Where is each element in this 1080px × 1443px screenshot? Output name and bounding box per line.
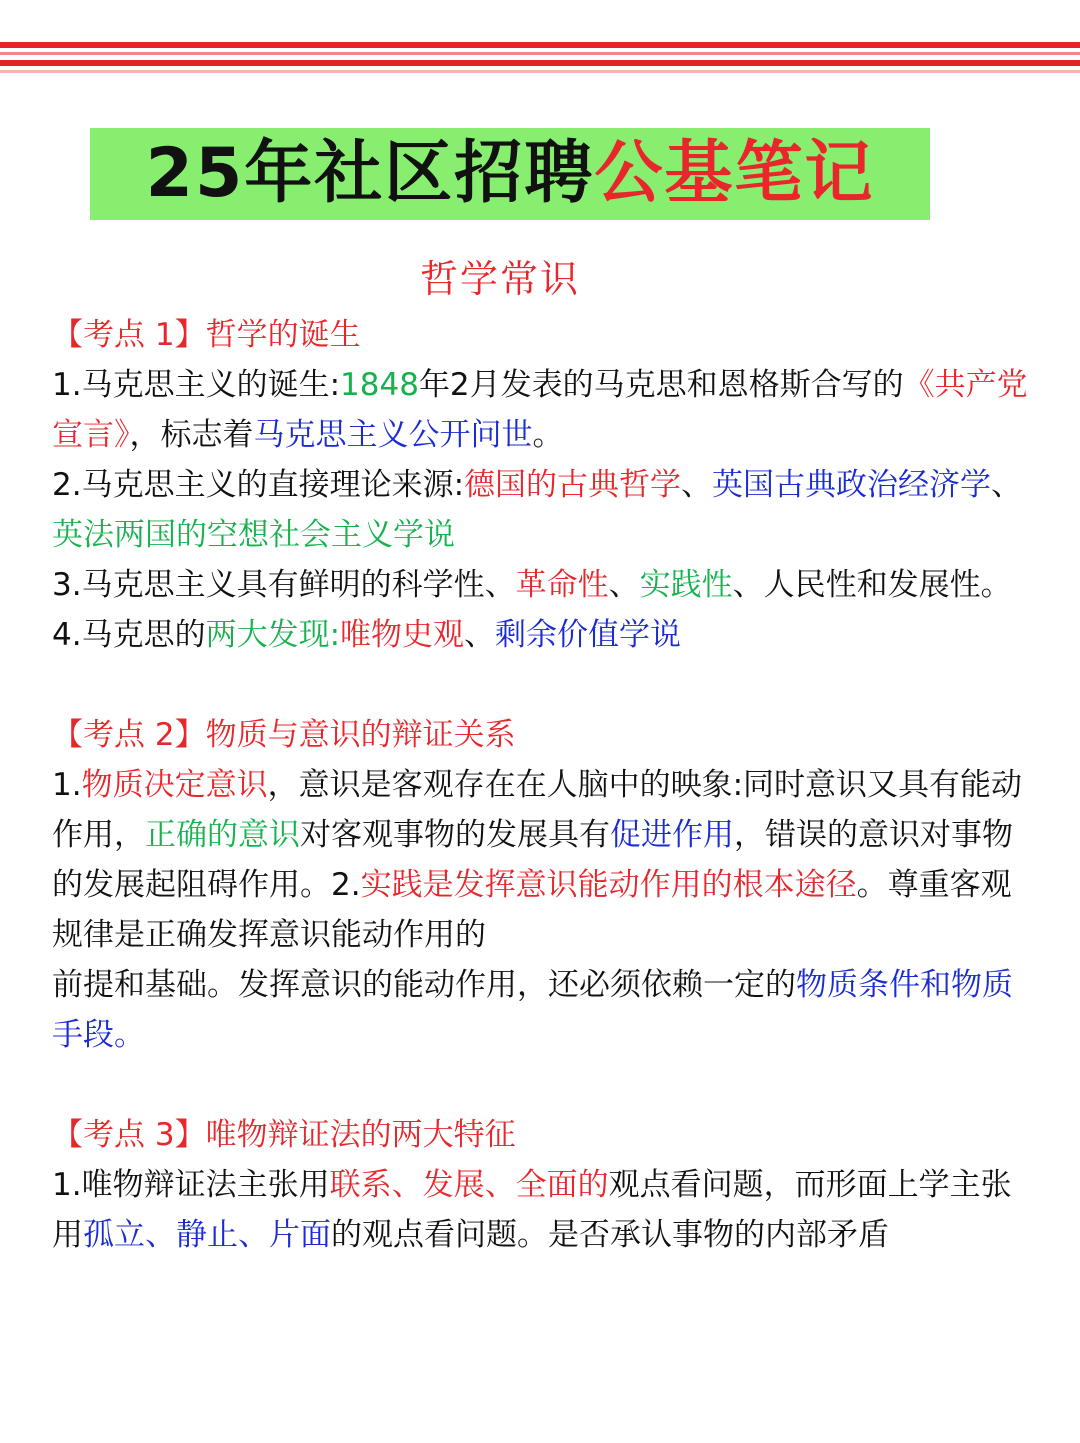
section-heading: 【考点 3】唯物辩证法的两大特征 xyxy=(52,1117,516,1153)
note-paragraph xyxy=(52,460,1032,560)
body-text: 、 xyxy=(991,467,1023,503)
section-1 xyxy=(52,310,1032,660)
highlight-text: 《共产党宣言》 xyxy=(52,367,1028,453)
highlight-text: 孤立、静止、片面 xyxy=(83,1217,331,1253)
stripe xyxy=(0,52,1080,55)
body-text: 前提和基础。发挥意识的能动作用，还必须依赖一定的 xyxy=(52,967,796,1003)
highlight-text: 唯物史观 xyxy=(340,617,465,653)
title-black-part: 25年社区招聘 xyxy=(145,134,595,213)
highlight-text: 英国古典政治经济学 xyxy=(712,467,992,503)
section-heading: 【考点 1】哲学的诞生 xyxy=(52,317,361,353)
note-paragraph xyxy=(52,760,1032,960)
title-red-part: 公基笔记 xyxy=(594,134,875,213)
highlight-text: 联系、发展、全面的 xyxy=(329,1167,609,1203)
section-3 xyxy=(52,1110,1032,1260)
note-paragraph xyxy=(52,960,1032,1060)
body-text: 2.马克思主义的直接理论来源: xyxy=(52,467,465,503)
highlight-text: 两大发现: xyxy=(205,617,341,653)
body-text: 、人民性和发展性。 xyxy=(732,567,1012,603)
body-text: 观点看问题，而形面上学主张用 xyxy=(52,1167,1012,1253)
note-paragraph xyxy=(52,610,1032,660)
body-text: 。 xyxy=(532,417,564,453)
highlight-text: 实践性 xyxy=(639,567,733,603)
top-decorative-stripes xyxy=(0,0,1080,80)
highlight-text: 剩余价值学说 xyxy=(495,617,682,653)
note-paragraph xyxy=(52,560,1032,610)
section-heading: 【考点 2】物质与意识的辩证关系 xyxy=(52,717,516,753)
highlight-text: 实践是发挥意识能动作用的根本途径 xyxy=(360,867,857,903)
highlight-text: 革命性 xyxy=(515,567,609,603)
stripe xyxy=(0,42,1080,48)
highlight-text: 促进作用 xyxy=(610,817,734,853)
highlight-text: 1848 xyxy=(340,367,419,403)
body-text: 3.马克思主义具有鲜明的科学性、 xyxy=(52,567,516,603)
page-title xyxy=(90,128,930,220)
stripe xyxy=(0,70,1080,73)
stripe xyxy=(0,60,1080,66)
notes-content xyxy=(52,310,1032,1260)
highlight-text: 物质决定意识 xyxy=(81,767,268,803)
body-text: 。尊重客观规律是正确发挥意识能动作用的 xyxy=(52,867,1012,953)
section-2 xyxy=(52,710,1032,1060)
note-paragraph xyxy=(52,1160,1032,1260)
body-text: 1.马克思主义的诞生: xyxy=(52,367,341,403)
body-text: 年2月发表的马克思和恩格斯合写的 xyxy=(418,367,904,403)
body-text: 、 xyxy=(681,467,713,503)
highlight-text: 正确的意识 xyxy=(145,817,300,853)
highlight-text: 德国的古典哲学 xyxy=(464,467,682,503)
highlight-text: 英法两国的空想社会主义学说 xyxy=(52,517,455,553)
body-text: 的观点看问题。是否承认事物的内部矛盾 xyxy=(331,1217,889,1253)
body-text: ，错误的意识对事物的发展起阻碍作用。2. xyxy=(52,817,1013,903)
body-text: 1.唯物辩证法主张用 xyxy=(52,1167,330,1203)
body-text: 、 xyxy=(464,617,496,653)
body-text: ，意识是客观存在在人脑中的映象:同时意识又具有能动作用， xyxy=(52,767,1023,853)
highlight-text: 马克思主义公开问世 xyxy=(253,417,533,453)
page-subtitle: 哲学常识 xyxy=(419,257,580,301)
body-text: 4.马克思的 xyxy=(52,617,206,653)
note-paragraph xyxy=(52,360,1032,460)
body-text: 、 xyxy=(608,567,640,603)
highlight-text: 物质条件和物质手段。 xyxy=(52,967,1013,1053)
body-text: ，标志着 xyxy=(129,417,254,453)
body-text: 对客观事物的发展具有 xyxy=(300,817,610,853)
body-text: 1. xyxy=(52,767,82,803)
